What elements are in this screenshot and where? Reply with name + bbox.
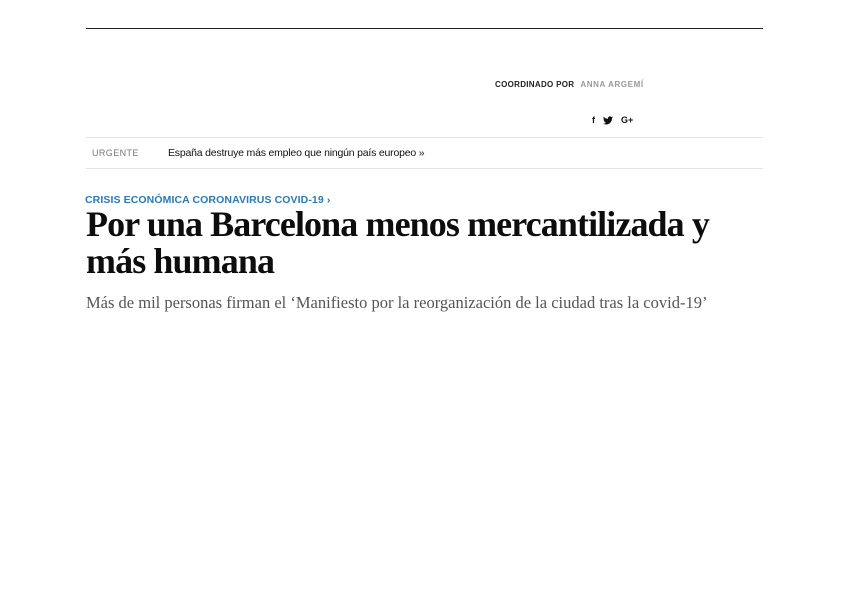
urgent-label: URGENTE (92, 148, 139, 158)
twitter-share-button[interactable] (603, 116, 613, 125)
breaking-news-link[interactable]: España destruye más empleo que ningún país europeo » (168, 147, 425, 159)
breaking-news-bar (86, 137, 763, 169)
article-headline: Por una Barcelona menos mercantilizada y más humana (86, 204, 709, 281)
article-subheadline: Más de mil personas firman el ‘Manifiesto por la reorganización de la ciudad tras la covid-19’ (86, 293, 708, 312)
byline-role: COORDINADO POR (495, 80, 575, 89)
google-plus-share-button[interactable] (621, 114, 633, 126)
twitter-icon (603, 116, 613, 125)
byline-author[interactable]: ANNA ARGEMÍ (580, 80, 644, 89)
social-share-bar (592, 114, 633, 126)
facebook-share-button[interactable] (592, 114, 595, 126)
section-kicker-link[interactable]: CRISIS ECONÓMICA CORONAVIRUS COVID-19 › (85, 194, 331, 206)
facebook-icon: f (592, 115, 595, 125)
byline (495, 80, 644, 89)
google-plus-icon: G+ (621, 115, 634, 125)
header-divider (86, 28, 763, 29)
